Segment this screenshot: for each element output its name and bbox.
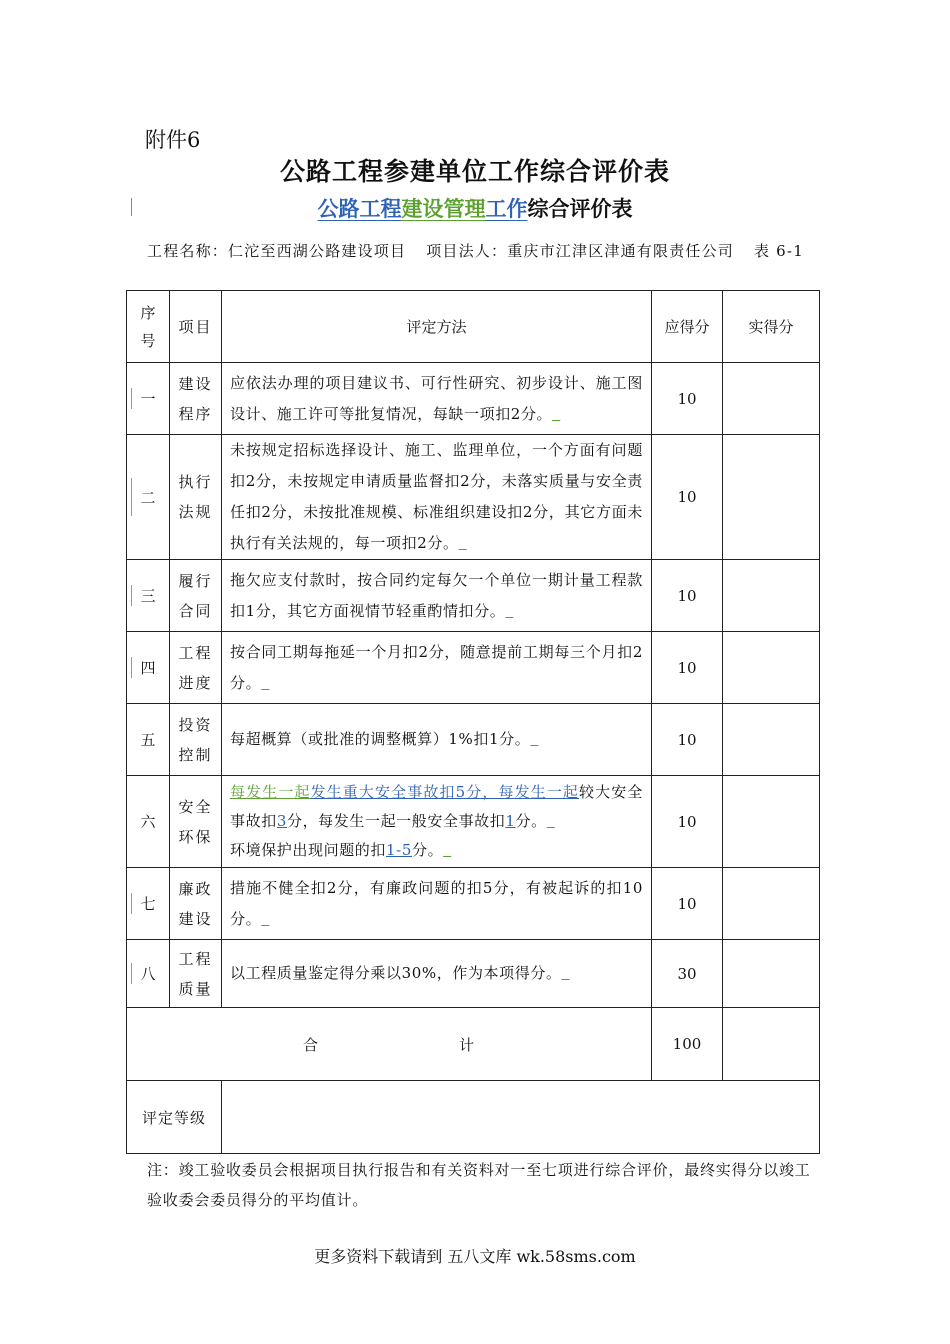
row-no: 一 xyxy=(127,363,170,435)
header-actual: 实得分 xyxy=(723,291,820,363)
row-no: 八 xyxy=(127,940,170,1008)
row-method: 以工程质量鉴定得分乘以30%，作为本项得分。 xyxy=(222,940,652,1008)
attachment-label: 附件6 xyxy=(145,128,201,152)
row-item: 工程质量 xyxy=(170,940,222,1008)
row-item: 履行合同 xyxy=(170,560,222,632)
page-title: 公路工程参建单位工作综合评价表 xyxy=(279,157,670,186)
row-actual[interactable] xyxy=(723,632,820,704)
table-row xyxy=(127,704,820,776)
row-actual[interactable] xyxy=(723,560,820,632)
row-item: 廉政建设 xyxy=(170,868,222,940)
table-number: 表 6-1 xyxy=(754,242,804,260)
row-score: 10 xyxy=(652,868,723,940)
row-no: 二 xyxy=(127,435,170,560)
table-row xyxy=(127,776,820,868)
row-item: 安全环保 xyxy=(170,776,222,868)
subtitle-part2: 建设管理 xyxy=(401,196,486,221)
table-row xyxy=(127,560,820,632)
row-score: 10 xyxy=(652,704,723,776)
row-score: 10 xyxy=(652,435,723,560)
header-score: 应得分 xyxy=(652,291,723,363)
total-score: 100 xyxy=(652,1008,723,1081)
row-no: 四 xyxy=(127,632,170,704)
grade-label: 评定等级 xyxy=(127,1081,222,1154)
row-score: 10 xyxy=(652,776,723,868)
row-score: 30 xyxy=(652,940,723,1008)
row-no: 六 xyxy=(127,776,170,868)
grade-row xyxy=(127,1081,820,1154)
table-note: 注：竣工验收委员会根据项目执行报告和有关资料对一至七项进行综合评价，最终实得分以竣工验收委会委员得分的平均值计。 xyxy=(147,1161,811,1209)
subtitle-part1: 公路工程 xyxy=(317,196,402,221)
legal-person: 项目法人：重庆市江津区津通有限责任公司 xyxy=(426,242,735,260)
row-score: 10 xyxy=(652,363,723,435)
row-no: 三 xyxy=(127,560,170,632)
row-item: 工程进度 xyxy=(170,632,222,704)
row-actual[interactable] xyxy=(723,940,820,1008)
grade-value[interactable] xyxy=(222,1081,820,1154)
table-row xyxy=(127,940,820,1008)
row-no: 五 xyxy=(127,704,170,776)
row-method: 按合同工期每拖延一个月扣2分，随意提前工期每三个月扣2分。 xyxy=(222,632,652,704)
row-method: 措施不健全扣2分，有廉政问题的扣5分，有被起诉的扣10分。 xyxy=(222,868,652,940)
row-method: 每超概算（或批准的调整概算）1%扣1分。 xyxy=(222,704,652,776)
row-actual[interactable] xyxy=(723,363,820,435)
project-name: 工程名称：仁沱至西湖公路建设项目 xyxy=(147,242,407,260)
table-row xyxy=(127,868,820,940)
row-item: 建设程序 xyxy=(170,363,222,435)
table-row xyxy=(127,435,820,560)
row-actual[interactable] xyxy=(723,704,820,776)
row-actual[interactable] xyxy=(723,776,820,868)
table-row xyxy=(127,363,820,435)
row-method: 应依法办理的项目建议书、可行性研究、初步设计、施工图设计、施工许可等批复情况，每缺一项扣2分。 xyxy=(222,363,652,435)
evaluation-table xyxy=(126,290,820,1154)
subtitle-part4: 综合评价表 xyxy=(527,196,633,221)
total-actual[interactable] xyxy=(723,1008,820,1081)
row-score: 10 xyxy=(652,560,723,632)
page-subtitle xyxy=(0,193,950,223)
row-score: 10 xyxy=(652,632,723,704)
row-item: 投资控制 xyxy=(170,704,222,776)
row-no: 七 xyxy=(127,868,170,940)
subtitle-part3: 工作 xyxy=(485,196,528,221)
total-row xyxy=(127,1008,820,1081)
header-no: 序号 xyxy=(127,291,170,363)
row-actual[interactable] xyxy=(723,435,820,560)
footer-link[interactable]: 更多资料下载请到 五八文库 wk.58sms.com xyxy=(314,1247,636,1266)
header-method: 评定方法 xyxy=(222,291,652,363)
header-item: 项目 xyxy=(170,291,222,363)
row-method: 每发生一起发生重大安全事故扣5分，每发生一起较大安全事故扣3分，每发生一起一般安全事故扣1分。 环境保护出现问题的扣1-5分。 xyxy=(222,776,652,868)
row-method: 拖欠应支付款时，按合同约定每欠一个单位一期计量工程款扣1分，其它方面视情节轻重酌情扣分。 xyxy=(222,560,652,632)
total-label: 合 计 xyxy=(127,1008,652,1081)
project-info xyxy=(147,238,827,264)
table-row xyxy=(127,632,820,704)
row-item: 执行法规 xyxy=(170,435,222,560)
row-actual[interactable] xyxy=(723,868,820,940)
table-header-row xyxy=(127,291,820,363)
row-method: 未按规定招标选择设计、施工、监理单位，一个方面有问题扣2分，未按规定申请质量监督扣2分，未落实质量与安全责任扣2分，未按批准规模、标准组织建设扣2分，其它方面未执行有关法规的，每一项扣2分。 xyxy=(222,435,652,560)
